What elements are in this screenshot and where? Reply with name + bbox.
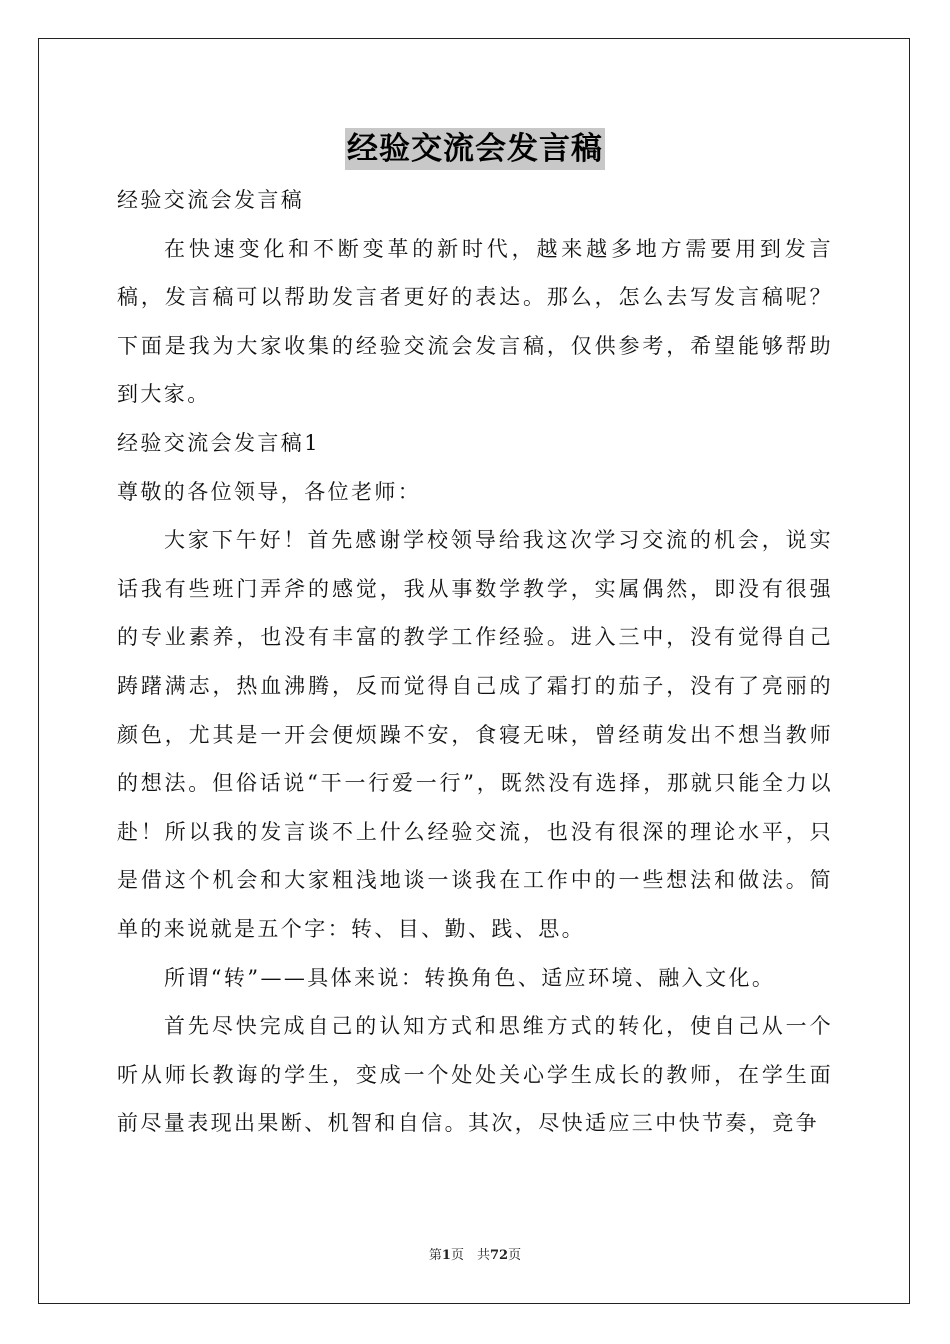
- paragraph-subtitle: 经验交流会发言稿: [117, 188, 305, 212]
- title-container: [0, 128, 950, 170]
- paragraph-intro: 在快速变化和不断变革的新时代，越来越多地方需要用到发言稿，发言稿可以帮助发言者更好的表达。那么，怎么去写发言稿呢？下面是我为大家收集的经验交流会发言稿，仅供参考，希望能够帮助到大家。: [117, 236, 833, 407]
- document-title: 经验交流会发言稿: [345, 128, 605, 170]
- paragraph-body: 首先尽快完成自己的认知方式和思维方式的转化，使自己从一个听从师长教诲的学生，变成一个处处关心学生成长的教师，在学生面前尽量表现出果断、机智和自信。其次，尽快适应三中快节奏，竞争: [117, 1014, 833, 1136]
- paragraph-salutation: 尊敬的各位领导，各位老师：: [117, 479, 422, 504]
- footer-current-page: 1: [441, 1248, 451, 1263]
- paragraph-body: 所谓“转”——具体来说：转换角色、适应环境、融入文化。: [164, 965, 776, 990]
- footer-total-pages: 72: [489, 1248, 509, 1263]
- page-footer: [0, 1247, 950, 1265]
- document-body: [117, 176, 833, 1148]
- footer-page-prefix: 第: [428, 1248, 442, 1263]
- footer-page-suffix: 页: [508, 1248, 522, 1263]
- paragraph-section-heading: 经验交流会发言稿1: [117, 430, 320, 455]
- paragraph-body: 大家下午好！首先感谢学校领导给我这次学习交流的机会，说实话我有些班门弄斧的感觉，我从事数学教学，实属偶然，即没有很强的专业素养，也没有丰富的教学工作经验。进入三中，没有觉得自己踌躇满志，热血沸腾，反而觉得自己成了霜打的茄子，没有了亮丽的颜色，尤其是一开会便烦躁不安，食寝无味，曾经萌发出不想当教师的想法。但俗话说“干一行爱一行”，既然没有选择，那就只能全力以赴！所以我的发言谈不上什么经验交流，也没有很深的理论水平，只是借这个机会和大家粗浅地谈一谈我在工作中的一些想法和做法。简单的来说就是五个字：转、目、勤、践、思。: [117, 528, 833, 941]
- footer-page-mid: 页 共: [450, 1248, 490, 1263]
